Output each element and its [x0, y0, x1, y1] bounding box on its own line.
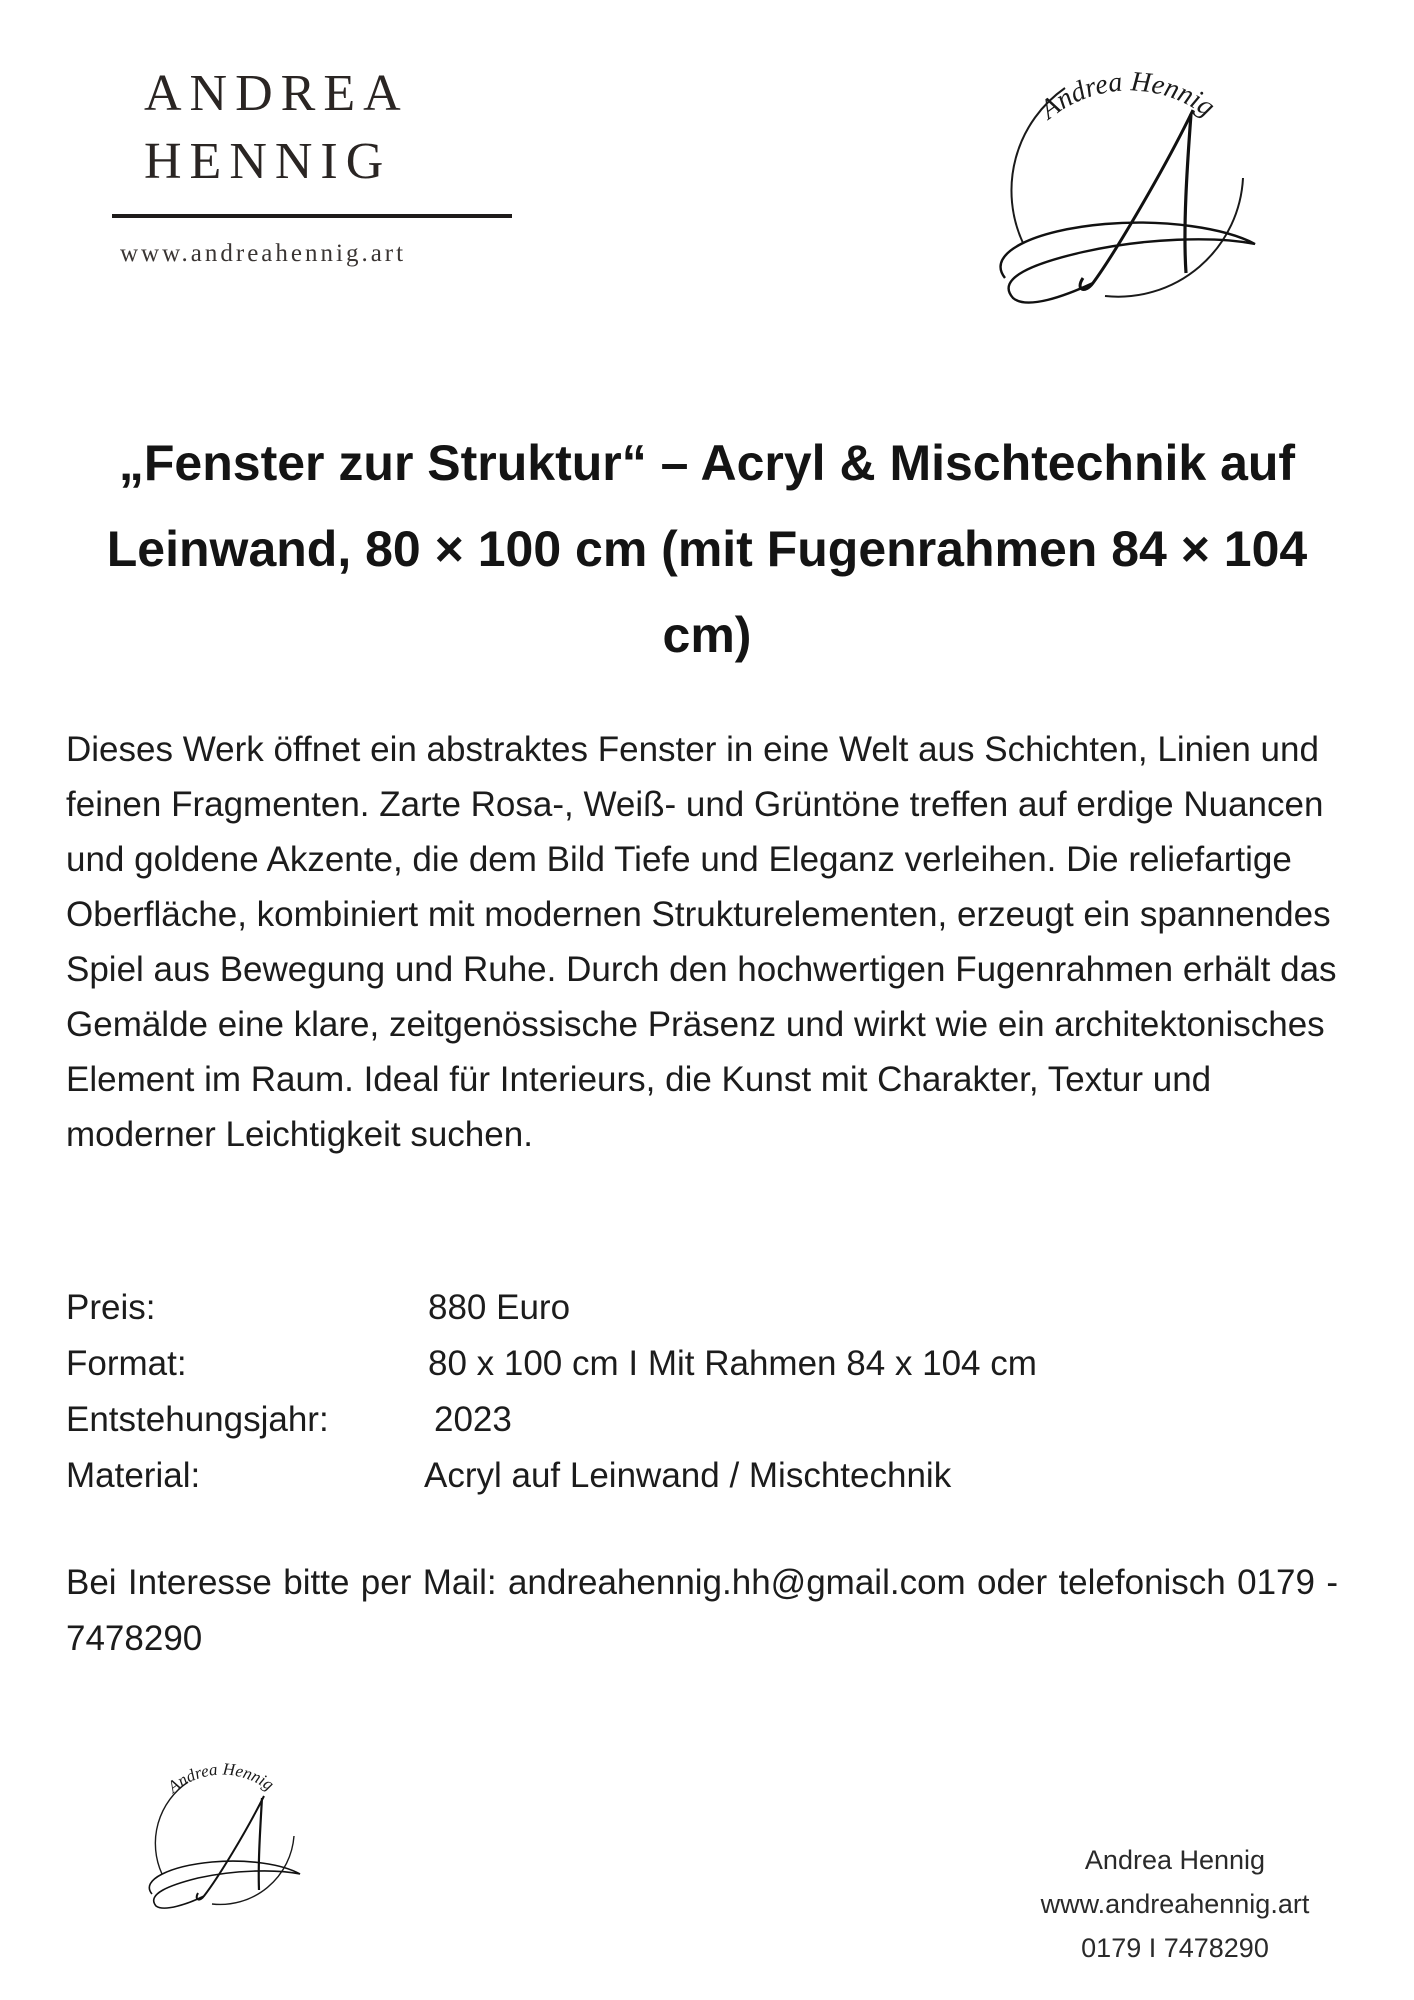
footer-contact	[990, 1838, 1360, 1970]
spec-label: Preis:	[66, 1288, 156, 1327]
brand-name-line1: ANDREA	[144, 65, 409, 122]
contact-text: Bei Interesse bitte per Mail: andreahennig.hh@gmail.com oder telefonisch 0179 - 7478290	[66, 1563, 1338, 1658]
spec-row-price	[66, 1280, 1346, 1336]
brand-block	[112, 60, 522, 268]
spec-row-format	[66, 1336, 1346, 1392]
footer-name: Andrea Hennig	[1084, 1845, 1266, 1875]
brand-name-line2: HENNIG	[144, 133, 392, 190]
spec-value: Acryl auf Leinwand / Mischtechnik	[424, 1456, 952, 1495]
spec-value: 880 Euro	[428, 1288, 571, 1327]
signature-logo-icon	[965, 38, 1285, 308]
svg-text:Andrea Hennig: Andrea Hennig	[1034, 66, 1221, 126]
artwork-specs	[66, 1280, 1346, 1504]
footer-phone: 0179 I 7478290	[1081, 1933, 1269, 1963]
artwork-description: Dieses Werk öffnet ein abstraktes Fenster in eine Welt aus Schichten, Linien und feinen Fragmenten. Zarte Rosa-, Weiß- und Grüntöne treffen auf erdige Nuancen und goldene Akzente, die dem Bild Tiefe und Eleganz verleihen. Die reliefartige Oberfläche, kombiniert mit modernen Strukturelementen, erzeugt ein spannendes Spiel aus Bewegung und Ruhe. Durch den hochwertigen Fugenrahmen erhält das Gemälde eine klare, zeitgenössische Präsenz und wirkt wie ein architektonisches Element im Raum. Ideal für Interieurs, die Kunst mit Charakter, Textur und moderner Leichtigkeit suchen.	[66, 730, 1337, 1154]
spec-value: 80 x 100 cm I Mit Rahmen 84 x 104 cm	[428, 1344, 1037, 1383]
footer-url[interactable]: www.andreahennig.art	[1040, 1889, 1310, 1919]
spec-label: Material:	[66, 1456, 201, 1495]
brand-divider	[112, 214, 512, 218]
artwork-title: „Fenster zur Struktur“ – Acryl & Mischtechnik auf Leinwand, 80 × 100 cm (mit Fugenrahmen 84 × 104 cm)	[106, 435, 1308, 663]
spec-value: 2023	[434, 1400, 512, 1439]
spec-row-year	[66, 1392, 1346, 1448]
brand-url[interactable]: www.andreahennig.art	[120, 240, 407, 267]
svg-text:Andrea Hennig: Andrea Hennig	[163, 1759, 278, 1797]
spec-label: Entstehungsjahr:	[66, 1400, 329, 1439]
spec-row-material	[66, 1448, 1346, 1504]
signature-logo-small-icon	[128, 1752, 318, 1912]
spec-label: Format:	[66, 1344, 187, 1383]
